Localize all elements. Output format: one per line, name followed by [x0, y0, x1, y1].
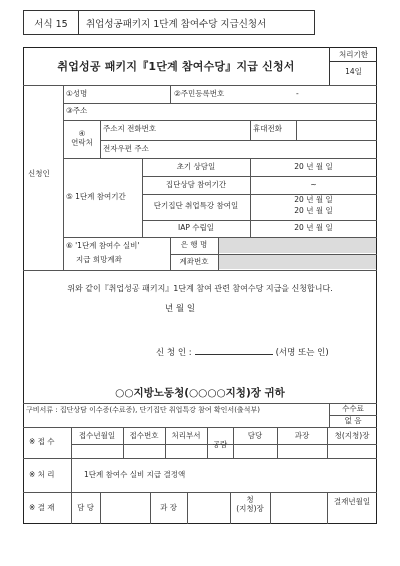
initial-consult-date: 20 년 월 일 [294, 162, 333, 171]
agency-addressee: ○○지방노동청(○○○○지청)장 귀하 [115, 387, 285, 399]
form-title: 취업성공 패키지『1단계 참여수당』지급 신청서 [57, 60, 295, 73]
approval-officer: 담 당 [77, 503, 94, 512]
signer-row [156, 346, 329, 359]
lecture-date-1: 20 년 월 일 [294, 195, 333, 204]
form-name: 취업성공패키지 1단계 참여수당 지급신청서 [86, 18, 267, 30]
rrn-dash: - [296, 89, 299, 98]
fee-label: 수수료 [342, 404, 364, 413]
approval-date: 결재년월일 [333, 497, 371, 506]
stage1-label: ⑤ 1단계 참여기간 [66, 192, 126, 201]
contact-label: ④ 연락처 [71, 129, 93, 147]
processing-period [329, 47, 377, 85]
processing-dept-header: 처리부서 [171, 431, 201, 440]
officer-header: 담당 [247, 431, 263, 440]
fee-value: 없 음 [344, 416, 362, 425]
office-head-header: 청(지청)장 [334, 431, 370, 440]
declaration-date: 년 월 일 [165, 304, 196, 314]
home-phone-label: 주소지 전화번호 [103, 124, 157, 133]
attachments-label: 구비서류 : 집단상담 이수증(수료증), 단기집단 취업특강 참여 확인서(출석부) [26, 406, 260, 414]
approval-label: ※ 결 재 [29, 503, 55, 512]
group-consult-label: 집단상담 참여기간 [165, 180, 227, 189]
approval-chief: 과 장 [160, 503, 177, 512]
address-label: ③주소 [66, 106, 88, 115]
account-number-field[interactable] [219, 255, 376, 269]
account-number-label: 계좌번호 [179, 257, 209, 266]
lecture-label: 단기집단 취업특강 참여일 [153, 201, 239, 210]
processing-period-label: 처리기한 [330, 47, 377, 62]
signer-label: 신 청 인 : [156, 348, 192, 358]
lecture-date-2: 20 년 월 일 [294, 206, 333, 215]
applicant-section-label: 신청인 [28, 169, 50, 178]
name-label: ①성명 [66, 89, 88, 98]
initial-consult-label: 초기 상담일 [176, 162, 216, 171]
email-label: 전자우편 주소 [103, 144, 149, 153]
circulation-header: 공람 [212, 440, 228, 449]
rrn-label: ②주민등록번호 [174, 89, 225, 98]
process-text: 1단계 참여수 실비 지급 결정액 [84, 470, 186, 479]
receipt-date-header: 접수년월일 [78, 431, 116, 440]
bank-name-field[interactable] [219, 238, 376, 253]
receipt-label: ※ 접 수 [29, 437, 55, 446]
declaration-text: 위와 같이『취업성공 패키지』1단계 참여 관련 참여수당 지급을 신청합니다. [67, 284, 333, 293]
process-label: ※ 처 리 [29, 470, 55, 479]
form-header [23, 10, 315, 35]
bank-label-line2: 지급 희망계좌 [76, 255, 122, 264]
section-chief-header: 과장 [294, 431, 310, 440]
signature-line[interactable] [195, 346, 273, 355]
receipt-number-header: 접수번호 [129, 431, 159, 440]
mobile-label: 휴대전화 [253, 124, 282, 133]
processing-period-days: 14일 [345, 67, 362, 76]
signature-note: (서명 또는 인) [275, 348, 329, 358]
bank-label-line1: ⑥ '1단계 참여수 실비' [66, 241, 140, 250]
approval-head: 청 (지청)장 [236, 495, 264, 513]
bank-name-label: 은 행 명 [180, 240, 208, 249]
form-number: 서식 15 [24, 11, 79, 34]
iap-date: 20 년 월 일 [294, 223, 333, 232]
iap-label: IAP 수립일 [178, 223, 214, 232]
group-consult-period: ~ [310, 180, 317, 189]
